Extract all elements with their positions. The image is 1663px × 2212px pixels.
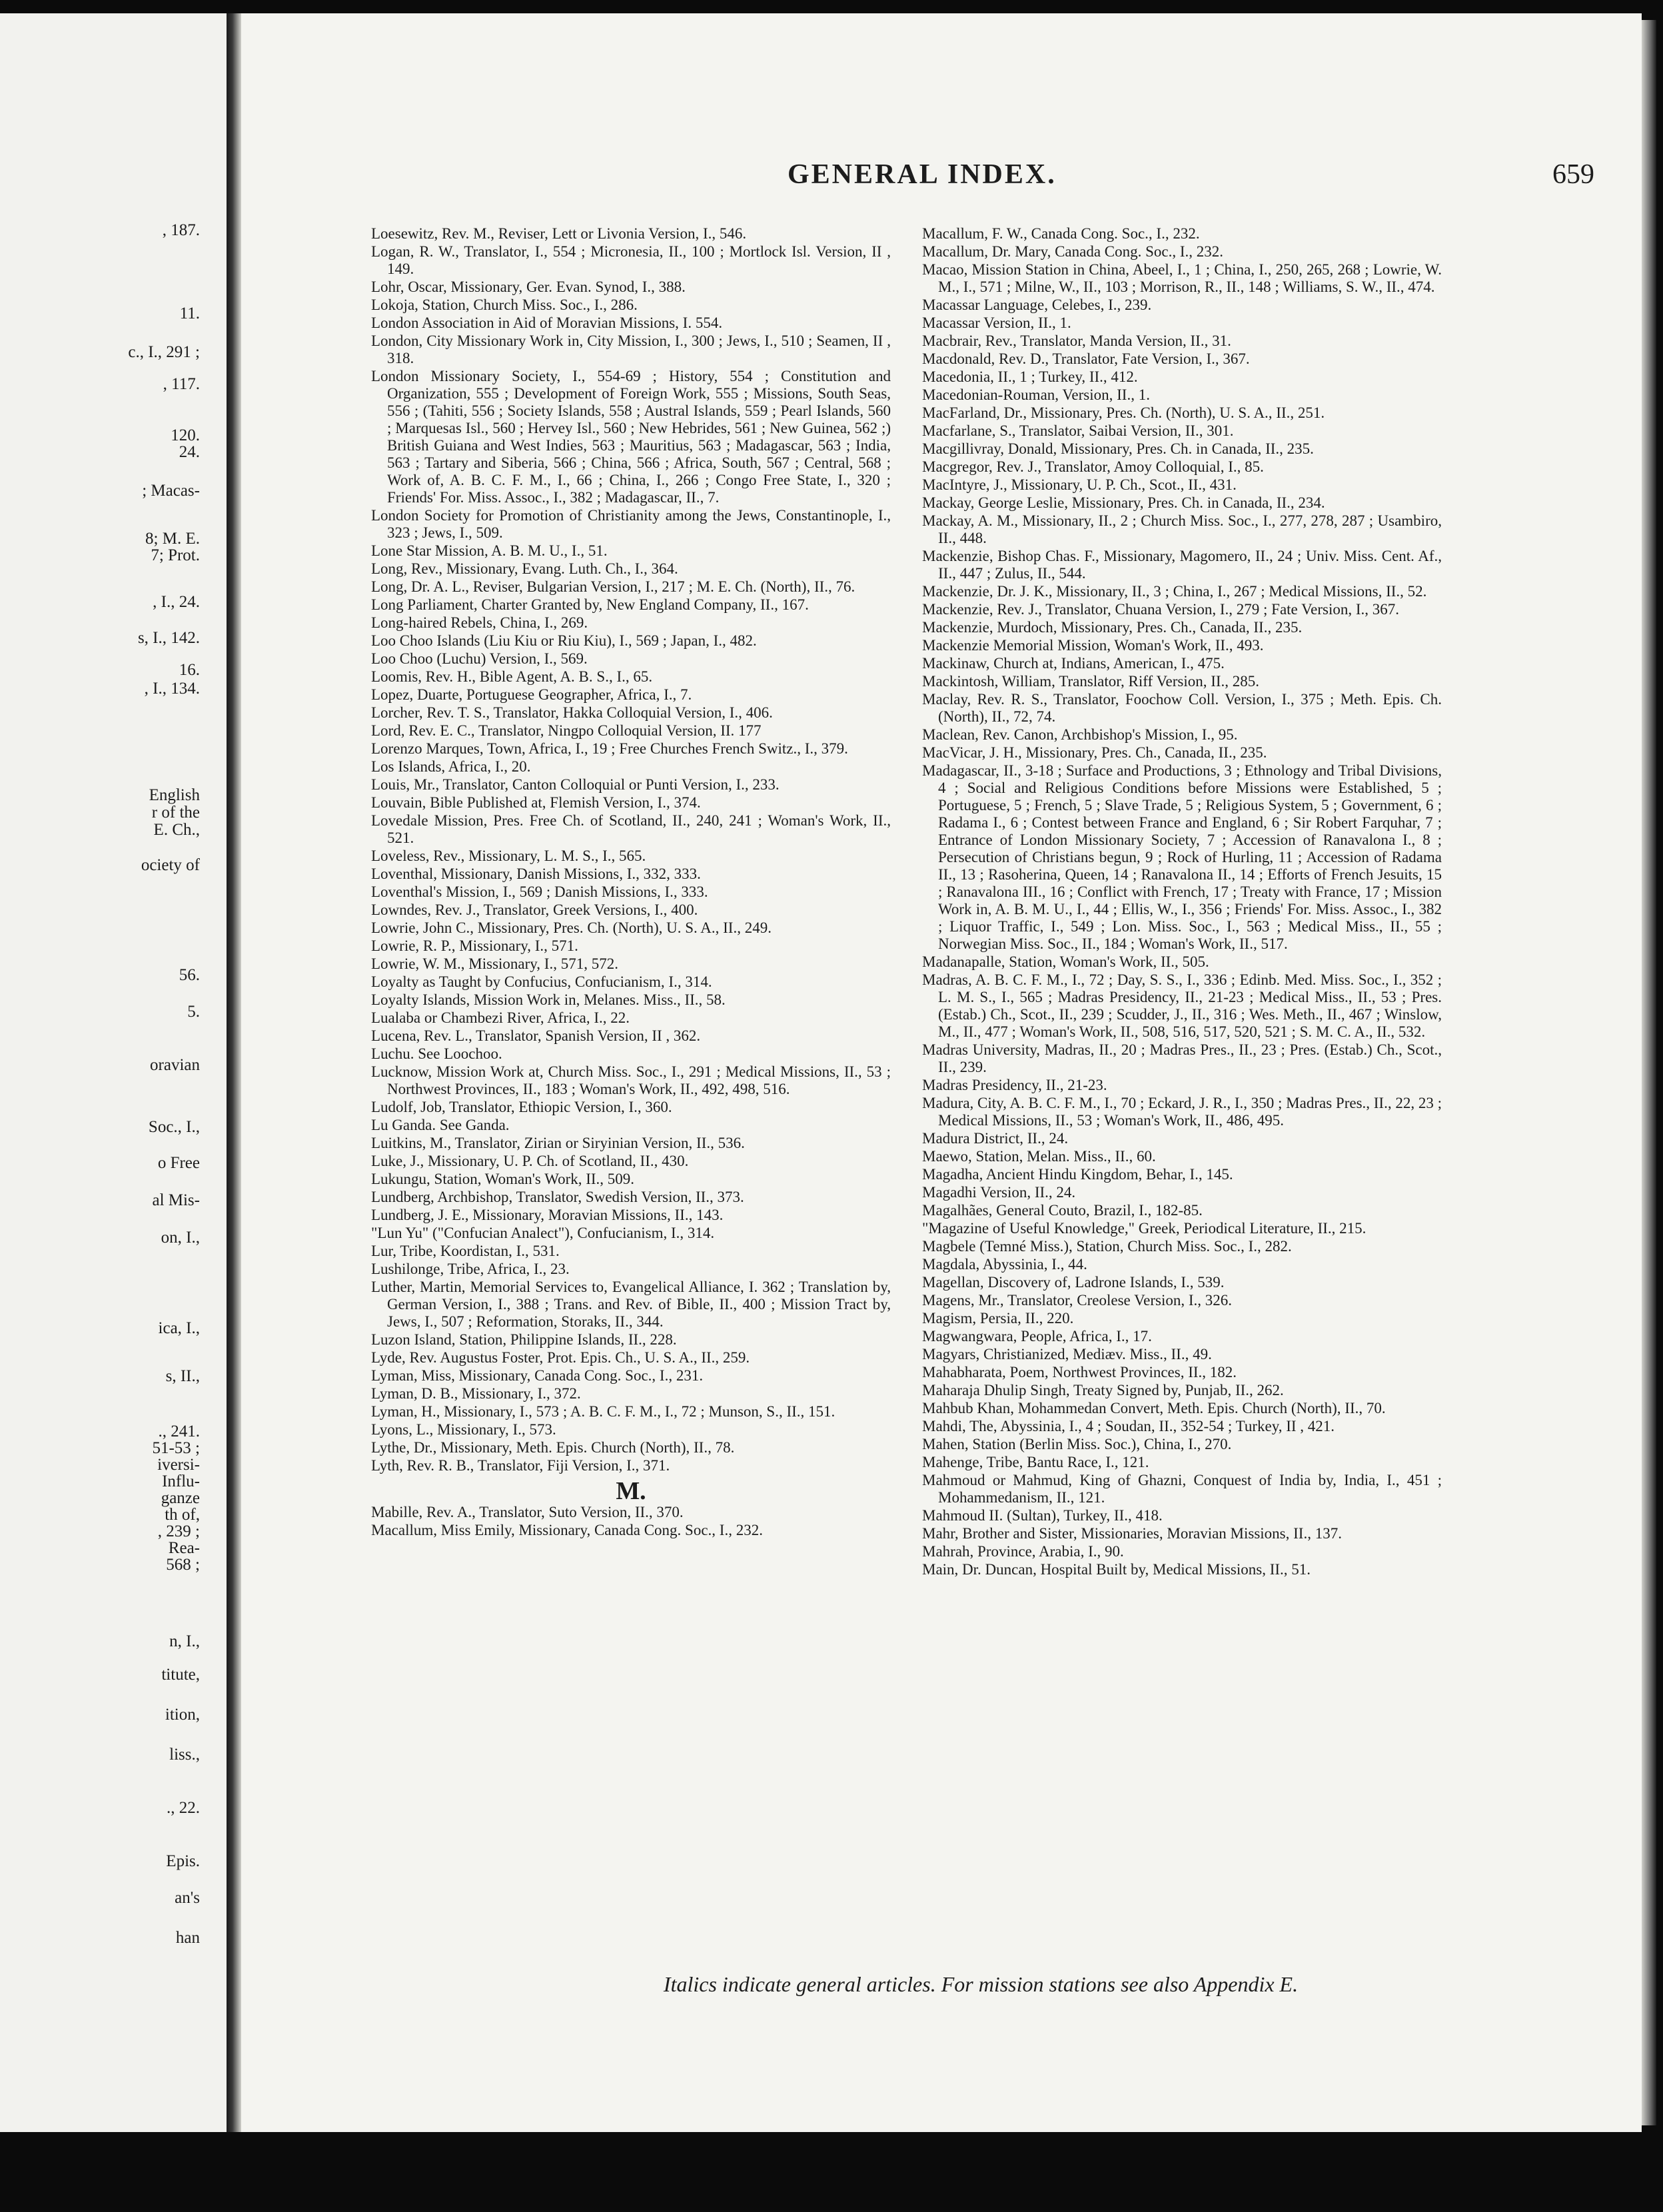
left-page-text-line: iversi- bbox=[157, 1456, 200, 1474]
index-entry: Lorenzo Marques, Town, Africa, I., 19 ; Free Churches French Switz., I., 379. bbox=[371, 740, 848, 757]
left-page-text-line: s, I., 142. bbox=[137, 629, 200, 647]
index-entry: Lowrie, W. M., Missionary, I., 571, 572. bbox=[371, 955, 618, 972]
index-entry: Lohr, Oscar, Missionary, Ger. Evan. Synod, I., 388. bbox=[371, 278, 686, 295]
left-page-text-line: ganze bbox=[161, 1489, 200, 1507]
index-entry: Macallum, Miss Emily, Missionary, Canada Cong. Soc., I., 232. bbox=[371, 1522, 763, 1538]
left-page-text-line: 120. bbox=[171, 426, 200, 444]
index-entry: Madura, City, A. B. C. F. M., I., 70 ; Eckard, J. R., I., 350 ; Madras Pres., II., 22, 23 ; Medical Missions, II., 53 ; Woman's Work, II., 486, 495. bbox=[922, 1095, 1442, 1129]
index-entry: Long-haired Rebels, China, I., 269. bbox=[371, 614, 588, 631]
left-page-text-line: English bbox=[149, 786, 200, 804]
index-entry: London, City Missionary Work in, City Mission, I., 300 ; Jews, I., 510 ; Seamen, II , 318. bbox=[371, 332, 891, 366]
index-entry: Magdala, Abyssinia, I., 44. bbox=[922, 1256, 1087, 1273]
index-entry: Long, Dr. A. L., Reviser, Bulgarian Version, I., 217 ; M. E. Ch. (North), II., 76. bbox=[371, 578, 855, 595]
index-entry: "Lun Yu" ("Confucian Analect"), Confucianism, I., 314. bbox=[371, 1225, 715, 1241]
index-entry: Magbele (Temné Miss.), Station, Church Miss. Soc., I., 282. bbox=[922, 1238, 1292, 1255]
left-page-text-line: 16. bbox=[179, 661, 200, 679]
index-entry: Lukungu, Station, Woman's Work, II., 509. bbox=[371, 1171, 635, 1187]
index-entry: Mabille, Rev. A., Translator, Suto Version, II., 370. bbox=[371, 1504, 684, 1520]
index-entry: Magalhães, General Couto, Brazil, I., 182-85. bbox=[922, 1202, 1203, 1219]
index-entry: Lowndes, Rev. J., Translator, Greek Versions, I., 400. bbox=[371, 901, 698, 918]
index-entry: Loyalty Islands, Mission Work in, Melanes. Miss., II., 58. bbox=[371, 991, 726, 1008]
index-column-left bbox=[371, 225, 891, 1971]
left-page-text-line: ., 22. bbox=[167, 1799, 200, 1817]
index-entry: Logan, R. W., Translator, I., 554 ; Micronesia, II., 100 ; Mortlock Isl. Version, II , 149. bbox=[371, 243, 891, 277]
left-page-text-line: , I., 24. bbox=[153, 593, 200, 611]
left-page-text-line: Influ- bbox=[162, 1472, 200, 1490]
index-entry: Long Parliament, Charter Granted by, New England Company, II., 167. bbox=[371, 596, 809, 613]
index-entry: Lopez, Duarte, Portuguese Geographer, Africa, I., 7. bbox=[371, 686, 692, 703]
index-entry: Lu Ganda. See Ganda. bbox=[371, 1117, 510, 1133]
page-edge bbox=[1642, 20, 1656, 2125]
index-page bbox=[241, 13, 1642, 2132]
book-gutter bbox=[227, 13, 241, 2132]
left-page-text-line: 56. bbox=[179, 966, 200, 984]
index-entry: Mackenzie, Dr. J. K., Missionary, II., 3 ; China, I., 267 ; Medical Missions, II., 52. bbox=[922, 583, 1427, 600]
left-page-text-line: th of, bbox=[165, 1506, 200, 1524]
index-entry: Macgregor, Rev. J., Translator, Amoy Colloquial, I., 85. bbox=[922, 458, 1264, 475]
index-entry: Lyde, Rev. Augustus Foster, Prot. Epis. Ch., U. S. A., II., 259. bbox=[371, 1349, 750, 1366]
left-page-text-line: ica, I., bbox=[158, 1319, 200, 1337]
left-page-text-line: ; Macas- bbox=[142, 482, 200, 500]
index-entry: Macedonia, II., 1 ; Turkey, II., 412. bbox=[922, 368, 1138, 385]
left-page-text-line: , 239 ; bbox=[157, 1522, 200, 1540]
index-entry: Luther, Martin, Memorial Services to, Evangelical Alliance, I. 362 ; Translation by, German Version, I., 388 ; Trans. and Rev. of Bible, II., 400 ; Mission Tract by, Jews, I., 507 ; Reformation, Storaks, II., 344. bbox=[371, 1279, 891, 1330]
left-page-text-line: ., 241. bbox=[158, 1422, 200, 1440]
page-number: 659 bbox=[1552, 159, 1594, 190]
index-entry: Luzon Island, Station, Philippine Islands, II., 228. bbox=[371, 1331, 677, 1348]
left-page-text-line: 8; M. E. bbox=[145, 530, 200, 548]
index-entry: Loventhal, Missionary, Danish Missions, I., 332, 333. bbox=[371, 865, 701, 882]
index-entry: Mahmoud or Mahmud, King of Ghazni, Conquest of India by, India, I., 451 ; Mohammedanism, II., 121. bbox=[922, 1472, 1442, 1506]
index-entry: Magellan, Discovery of, Ladrone Islands, I., 539. bbox=[922, 1274, 1225, 1291]
index-entry: Lowrie, R. P., Missionary, I., 571. bbox=[371, 937, 578, 954]
page-title: GENERAL INDEX. bbox=[788, 159, 1057, 190]
index-column-right bbox=[922, 225, 1442, 1971]
index-entry: London Missionary Society, I., 554-69 ; History, 554 ; Constitution and Organization, 555 ; Development of Foreign Work, 555 ; Missions, South Seas, 556 ; (Tahiti, 556 ; Society Islands, 558 ; Austral Islands, 559 ; Pearl Islands, 560 ; Marquesas Isl., 560 ; Hervey Isl., 560 ; New Hebrides, 561 ; New Guinea, 562 ;) British Guiana and West Indies, 563 ; Mauritius, 563 ; Madagascar, 563 ; India, 563 ; Tartary and Siberia, 566 ; China, 566 ; Africa, South, 567 ; Central, 568 ; Work of, A. B. C. F. M., I., 66 ; China, I., 266 ; Congo Free State, I., 320 ; Friends' For. Miss. Assoc., I., 382 ; Madagascar, II., 7. bbox=[371, 368, 891, 506]
index-entry: Macbrair, Rev., Translator, Manda Version, II., 31. bbox=[922, 332, 1231, 349]
left-page-text-line: liss., bbox=[169, 1746, 200, 1764]
index-entry: Lovedale Mission, Pres. Free Ch. of Scotland, II., 240, 241 ; Woman's Work, II., 521. bbox=[371, 812, 891, 846]
index-entry: Madanapalle, Station, Woman's Work, II., 505. bbox=[922, 953, 1209, 970]
index-entry: Luitkins, M., Translator, Zirian or Siryinian Version, II., 536. bbox=[371, 1135, 745, 1151]
left-page-fragment bbox=[0, 13, 227, 2132]
left-page-text-line: Soc., I., bbox=[148, 1118, 200, 1136]
index-entry: Magadhi Version, II., 24. bbox=[922, 1184, 1076, 1201]
index-entry: Mackinaw, Church at, Indians, American, I., 475. bbox=[922, 655, 1225, 672]
index-entry: Magens, Mr., Translator, Creolese Version, I., 326. bbox=[922, 1292, 1233, 1309]
left-page-text-line: ition, bbox=[165, 1706, 200, 1724]
index-entry: Magism, Persia, II., 220. bbox=[922, 1310, 1074, 1327]
index-entry: Magadha, Ancient Hindu Kingdom, Behar, I., 145. bbox=[922, 1166, 1233, 1183]
index-entry: Loesewitz, Rev. M., Reviser, Lett or Livonia Version, I., 546. bbox=[371, 225, 747, 242]
left-page-text-line: 7; Prot. bbox=[151, 546, 200, 564]
index-entry: Mackenzie, Rev. J., Translator, Chuana Version, I., 279 ; Fate Version, I., 367. bbox=[922, 601, 1400, 618]
index-entry: Loventhal's Mission, I., 569 ; Danish Missions, I., 333. bbox=[371, 883, 708, 900]
left-page-text-line: r of the bbox=[151, 804, 200, 822]
index-entry: Mackay, George Leslie, Missionary, Pres. Ch. in Canada, II., 234. bbox=[922, 494, 1325, 511]
index-entry: Lyman, D. B., Missionary, I., 372. bbox=[371, 1385, 581, 1402]
index-entry: Mackenzie, Murdoch, Missionary, Pres. Ch., Canada, II., 235. bbox=[922, 619, 1303, 636]
index-entry: Mahrah, Province, Arabia, I., 90. bbox=[922, 1543, 1124, 1560]
index-entry: Madras Presidency, II., 21-23. bbox=[922, 1077, 1107, 1093]
index-entry: Macao, Mission Station in China, Abeel, I., 1 ; China, I., 250, 265, 268 ; Lowrie, W. M., I., 571 ; Milne, W., II., 103 ; Morrison, R., II., 148 ; Williams, S. W., II., 474. bbox=[922, 261, 1442, 295]
index-entry: MacFarland, Dr., Missionary, Pres. Ch. (North), U. S. A., II., 251. bbox=[922, 404, 1325, 421]
index-entry: Macallum, Dr. Mary, Canada Cong. Soc., I., 232. bbox=[922, 243, 1224, 260]
index-entry: Maewo, Station, Melan. Miss., II., 60. bbox=[922, 1148, 1156, 1165]
index-entry: Lualaba or Chambezi River, Africa, I., 22. bbox=[371, 1009, 630, 1026]
index-entry: Lushilonge, Tribe, Africa, I., 23. bbox=[371, 1261, 570, 1277]
index-entry: Louis, Mr., Translator, Canton Colloquial or Punti Version, I., 233. bbox=[371, 776, 780, 793]
left-page-text-line: , 187. bbox=[162, 221, 200, 239]
index-entry: Loyalty as Taught by Confucius, Confucianism, I., 314. bbox=[371, 973, 712, 990]
index-entry: Lyman, Miss, Missionary, Canada Cong. Soc., I., 231. bbox=[371, 1367, 704, 1384]
index-entry: Lyman, H., Missionary, I., 573 ; A. B. C. F. M., I., 72 ; Munson, S., II., 151. bbox=[371, 1403, 835, 1420]
index-entry: Macassar Language, Celebes, I., 239. bbox=[922, 296, 1152, 313]
index-entry: Mackenzie, Bishop Chas. F., Missionary, Magomero, II., 24 ; Univ. Miss. Cent. Af., II., 447 ; Zulus, II., 544. bbox=[922, 548, 1442, 582]
left-page-text-line: titute, bbox=[161, 1666, 200, 1684]
index-entry: Maclay, Rev. R. S., Translator, Foochow Coll. Version, I., 375 ; Meth. Epis. Ch. (North), II., 72, 74. bbox=[922, 691, 1442, 725]
index-entry: Mackay, A. M., Missionary, II., 2 ; Church Miss. Soc., I., 277, 278, 287 ; Usambiro, II., 448. bbox=[922, 512, 1442, 546]
index-entry: Main, Dr. Duncan, Hospital Built by, Medical Missions, II., 51. bbox=[922, 1561, 1311, 1578]
index-entry: Macallum, F. W., Canada Cong. Soc., I., 232. bbox=[922, 225, 1200, 242]
left-page-text-line: n, I., bbox=[169, 1632, 200, 1650]
left-page-text-line: on, I., bbox=[161, 1229, 200, 1247]
index-entry: Lowrie, John C., Missionary, Pres. Ch. (North), U. S. A., II., 249. bbox=[371, 919, 772, 936]
index-entry: Mahmoud II. (Sultan), Turkey, II., 418. bbox=[922, 1507, 1163, 1524]
index-entry: Magwangwara, People, Africa, I., 17. bbox=[922, 1328, 1152, 1345]
index-entry: Long, Rev., Missionary, Evang. Luth. Ch., I., 364. bbox=[371, 560, 678, 577]
left-page-text-line: , 117. bbox=[163, 375, 200, 393]
left-page-text-line: al Mis- bbox=[152, 1191, 200, 1209]
index-entry: MacVicar, J. H., Missionary, Pres. Ch., Canada, II., 235. bbox=[922, 744, 1267, 761]
index-entry: Maclean, Rev. Canon, Archbishop's Mission, I., 95. bbox=[922, 726, 1238, 743]
left-page-text-line: E. Ch., bbox=[153, 821, 200, 839]
index-entry: Macassar Version, II., 1. bbox=[922, 314, 1071, 331]
left-page-text-line: 11. bbox=[179, 304, 200, 322]
index-entry: "Magazine of Useful Knowledge," Greek, Periodical Literature, II., 215. bbox=[922, 1220, 1367, 1237]
index-entry: Madras, A. B. C. F. M., I., 72 ; Day, S. S., I., 336 ; Edinb. Med. Miss. Soc., I., 352 ; L. M. S., I., 565 ; Madras Presidency, II., 21-23 ; Medical Miss., II., 53 ; Pres. (Estab.) Ch., Scot., II., 239 ; Scudder, J., II., 316 ; Wes. Meth., II., 467 ; Winslow, M., II., 477 ; Woman's Work, II., 508, 516, 517, 520, 521 ; S. M. C. A., II., 532. bbox=[922, 971, 1442, 1040]
left-page-text-line: Rea- bbox=[168, 1539, 200, 1557]
index-entry: Madras University, Madras, II., 20 ; Madras Pres., II., 23 ; Pres. (Estab.) Ch., Scot., II., 239. bbox=[922, 1041, 1442, 1075]
running-head bbox=[241, 159, 1642, 192]
index-entry: Mackenzie Memorial Mission, Woman's Work, II., 493. bbox=[922, 637, 1264, 654]
letter-heading: M. bbox=[616, 1477, 646, 1505]
index-entry: Macedonian-Rouman, Version, II., 1. bbox=[922, 386, 1150, 403]
index-entry: Lundberg, Archbishop, Translator, Swedish Version, II., 373. bbox=[371, 1189, 744, 1205]
index-entry: Loomis, Rev. H., Bible Agent, A. B. S., I., 65. bbox=[371, 668, 653, 685]
index-entry: Lucena, Rev. L., Translator, Spanish Version, II , 362. bbox=[371, 1027, 701, 1044]
index-entry: MacIntyre, J., Missionary, U. P. Ch., Scot., II., 431. bbox=[922, 476, 1237, 493]
index-entry: Los Islands, Africa, I., 20. bbox=[371, 758, 531, 775]
index-entry: Mahabharata, Poem, Northwest Provinces, II., 182. bbox=[922, 1364, 1237, 1381]
left-page-text-line: 568 ; bbox=[166, 1556, 200, 1574]
left-page-text-line: oravian bbox=[150, 1056, 200, 1074]
index-entry: Lone Star Mission, A. B. M. U., I., 51. bbox=[371, 542, 608, 559]
index-entry: Mahen, Station (Berlin Miss. Soc.), China, I., 270. bbox=[922, 1436, 1232, 1452]
left-page-text-line: s, II., bbox=[165, 1367, 200, 1385]
index-entry: Lyons, L., Missionary, I., 573. bbox=[371, 1421, 556, 1438]
index-entry: London Association in Aid of Moravian Missions, I. 554. bbox=[371, 314, 723, 331]
index-entry: Magyars, Christianized, Mediæv. Miss., II., 49. bbox=[922, 1346, 1212, 1363]
index-entry: Lythe, Dr., Missionary, Meth. Epis. Church (North), II., 78. bbox=[371, 1439, 735, 1456]
index-entry: Mahenge, Tribe, Bantu Race, I., 121. bbox=[922, 1454, 1149, 1470]
left-page-text-line: o Free bbox=[157, 1154, 200, 1172]
index-entry: Mahdi, The, Abyssinia, I., 4 ; Soudan, II., 352-54 ; Turkey, II , 421. bbox=[922, 1418, 1335, 1434]
left-page-text-line: ociety of bbox=[141, 856, 200, 874]
left-page-text-line: an's bbox=[175, 1889, 200, 1907]
left-page-text-line: 51-53 ; bbox=[152, 1439, 200, 1457]
index-entry: Loo Choo Islands (Liu Kiu or Riu Kiu), I., 569 ; Japan, I., 482. bbox=[371, 632, 757, 649]
index-entry: Madura District, II., 24. bbox=[922, 1130, 1069, 1147]
index-entry: Mahbub Khan, Mohammedan Convert, Meth. Epis. Church (North), II., 70. bbox=[922, 1400, 1386, 1416]
index-entry: Lur, Tribe, Koordistan, I., 531. bbox=[371, 1243, 560, 1259]
footnote: Italics indicate general articles. For mission stations see also Appendix E. bbox=[663, 1972, 1299, 1996]
index-entry: Mackintosh, William, Translator, Riff Version, II., 285. bbox=[922, 673, 1260, 690]
left-page-text-line: han bbox=[175, 1929, 200, 1947]
index-entry: Maharaja Dhulip Singh, Treaty Signed by, Punjab, II., 262. bbox=[922, 1382, 1284, 1398]
index-entry: Macgillivray, Donald, Missionary, Pres. Ch. in Canada, II., 235. bbox=[922, 440, 1314, 457]
index-entry: Ludolf, Job, Translator, Ethiopic Version, I., 360. bbox=[371, 1099, 672, 1115]
left-page-text-line: c., I., 291 ; bbox=[128, 343, 200, 361]
left-page-text-line: 5. bbox=[187, 1003, 200, 1021]
index-entry: Lokoja, Station, Church Miss. Soc., I., 286. bbox=[371, 296, 638, 313]
index-entry: Lyth, Rev. R. B., Translator, Fiji Version, I., 371. bbox=[371, 1457, 670, 1474]
left-page-text-line: Epis. bbox=[166, 1852, 200, 1870]
index-entry: Luchu. See Loochoo. bbox=[371, 1045, 502, 1062]
index-entry: Macdonald, Rev. D., Translator, Fate Version, I., 367. bbox=[922, 350, 1250, 367]
index-entry: Madagascar, II., 3-18 ; Surface and Productions, 3 ; Ethnology and Tribal Divisions, 4 ; Social and Religious Conditions before Missions were Established, 5 ; Portuguese, 5 ; French, 5 ; Slave Trade, 5 ; Religious System, 5 ; Government, 6 ; Radama I., 6 ; Contest between France and England, 6 ; Sir Robert Farquhar, 7 ; Entrance of London Missionary Society, 7 ; Accession of Ranavalona I., 8 ; Persecution of Christians begun, 9 ; Rock of Hurling, 11 ; Accession of Radama II., 13 ; Rasoherina, Queen, 14 ; Ranavalona II., 14 ; Efforts of French Jesuits, 15 ; Ranavalona III., 16 ; Conflict with French, 17 ; Treaty with France, 17 ; Mission Work in, A. B. M. U., I., 44 ; Ellis, W., I., 356 ; Friends' For. Miss. Assoc., I., 382 ; Liquor Traffic, I., 549 ; Lon. Miss. Soc., I., 563 ; Medical Miss., II., 55 ; Norwegian Miss. Soc., II., 184 ; Woman's Work, II., 517. bbox=[922, 762, 1442, 952]
left-page-text-line: 24. bbox=[179, 443, 200, 461]
index-entry: Loo Choo (Luchu) Version, I., 569. bbox=[371, 650, 588, 667]
index-entry: Mahr, Brother and Sister, Missionaries, Moravian Missions, II., 137. bbox=[922, 1525, 1342, 1542]
index-entry: Louvain, Bible Published at, Flemish Version, I., 374. bbox=[371, 794, 701, 811]
index-entry: Lundberg, J. E., Missionary, Moravian Missions, II., 143. bbox=[371, 1207, 724, 1223]
index-entry: Luke, J., Missionary, U. P. Ch. of Scotland, II., 430. bbox=[371, 1153, 689, 1169]
index-entry: Lorcher, Rev. T. S., Translator, Hakka Colloquial Version, I., 406. bbox=[371, 704, 773, 721]
left-page-text-line: , I., 134. bbox=[144, 680, 200, 698]
index-entry: Macfarlane, S., Translator, Saibai Version, II., 301. bbox=[922, 422, 1234, 439]
index-entry: Loveless, Rev., Missionary, L. M. S., I., 565. bbox=[371, 847, 646, 864]
index-entry: Lord, Rev. E. C., Translator, Ningpo Colloquial Version, II. 177 bbox=[371, 722, 762, 739]
index-entry: Lucknow, Mission Work at, Church Miss. Soc., I., 291 ; Medical Missions, II., 53 ; Northwest Provinces, II., 183 ; Woman's Work, II., 492, 498, 516. bbox=[371, 1063, 891, 1097]
index-entry: London Society for Promotion of Christianity among the Jews, Constantinople, I., 323 ; Jews, I., 509. bbox=[371, 507, 891, 541]
